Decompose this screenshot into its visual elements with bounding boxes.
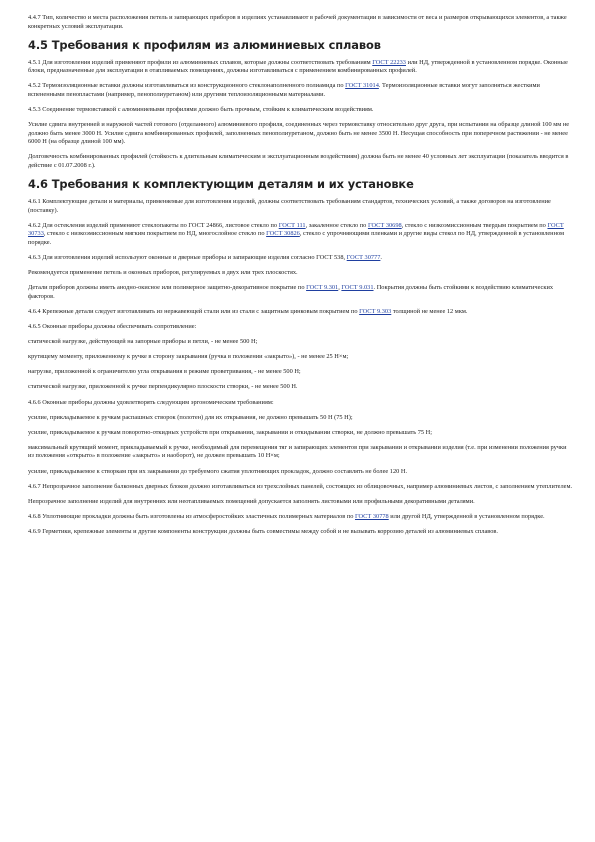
text-run: . Термоизоляционные вставки могут заполняться жесткими вспененными пенопластами (например, пенополиуретаном) или другими теплоизоляционными материалами. [28, 82, 540, 98]
gost-reference-link[interactable]: ГОСТ 31014 [345, 82, 379, 90]
text-run: или другой НД, утвержденной в установленном порядке. [388, 512, 545, 520]
gost-reference-link[interactable]: ГОСТ 30778 [354, 512, 389, 520]
text-run: Непрозрачное заполнение изделий для внутренних или неотапливаемых помещений допускается заполнять листовыми или профильными декоративными деталями. [28, 497, 475, 505]
paragraph [28, 498, 573, 507]
text-run: , стекло с низкоэмиссионным мягким покрытием по НД, многослойное стекло по [43, 230, 267, 238]
text-run: усилие, прикладываемое к ручкам поворотно-откидных устройств при открывании, закрывании и откидывании створки, не должно превышать 75 Н; [28, 428, 432, 436]
paragraph [28, 368, 573, 377]
paragraph [28, 483, 573, 492]
paragraph [28, 106, 573, 115]
text-run: 4.5.1 Для изготовления изделий применяют профили из алюминиевых сплавов, которые должны соответствовать требованиям [28, 58, 373, 66]
text-run: , стекло с упрочняющими пленками и другие виды стекол по НД, утвержденной в установленном порядке. [28, 230, 565, 246]
paragraph [28, 153, 573, 170]
paragraph [28, 323, 573, 332]
text-run: , закаленное стекло по [305, 221, 368, 229]
text-run: Детали приборов должны иметь анодно-окисное или полимерное защитно-декоративное покрытие по [28, 284, 307, 292]
paragraph [28, 198, 573, 215]
paragraph [28, 414, 573, 423]
paragraph [28, 254, 573, 263]
text-run: усилие, прикладываемое к ручкам распашных створок (полотен) для их открывания, не должно превышать 50 Н (75 Н); [28, 413, 353, 421]
text-run: 4.5.3 Соединение термовставкой с алюминиевыми профилями должно быть прочным, стойким к климатическим воздействиям. [28, 106, 374, 114]
text-run: 4.6.4 Крепежные детали следует изготавливать из нержавеющей стали или из стали с защитным цинковым покрытием по [28, 307, 360, 315]
paragraph [28, 121, 573, 147]
text-run: 4.4.7 Тип, количество и места расположения петель и запирающих приборов в изделиях устанавливают в рабочей документации в зависимости от веса и размеров открывающихся элементов, а также конкретных условий эксплуатации. [28, 14, 567, 30]
paragraph [28, 59, 573, 76]
gost-reference-link[interactable]: ГОСТ 30826 [266, 230, 300, 238]
text-run: . Покрытия должны быть стойкими к воздействию климатических факторов. [28, 284, 554, 300]
paragraph [28, 269, 573, 278]
paragraph [28, 284, 573, 301]
paragraph [28, 308, 573, 317]
section-heading [28, 177, 573, 191]
text-run: Долговечность комбинированных профилей (стойкость к длительным климатическим и эксплуатационным воздействиям) должна быть не менее 40 условных лет эксплуатации (показатель вводится в действие с 01.07.2008 г.). [28, 153, 569, 170]
text-run: 4.6.6 Оконные приборы должны удовлетворять следующим эргономическим требованиям: [28, 398, 274, 406]
text-run: 4.6.1 Комплектующие детали и материалы, применяемые для изготовления изделий, должны соответствовать требованиям стандартов, технических условий, а также договоров на изготовление (поставку). [28, 198, 551, 214]
text-run: 4.6.7 Непрозрачное заполнение балконных дверных блоков должно изготавливаться из трехслойных панелей, состоящих из облицовочных, например алюминиевых листов, с заполнением утеплителем. [28, 482, 573, 490]
text-run: максимальный крутящий момент, прикладываемый к ручке, необходимый для перемещения тяг и запирающих элементов при закрывании и открывании изделия (т.е. при изменении положения ручки из положения «открыто» в положение «закрыто» и наоборот), не должен превышать 10 Н×м; [28, 443, 567, 460]
text-run: . [380, 254, 382, 262]
section-heading [28, 38, 573, 52]
text-run: толщиной не менее 12 мкм. [391, 307, 468, 315]
text-run: нагрузке, приложенной к ограничителю угла открывания в режиме проветривания, - не менее 500 Н; [28, 368, 301, 376]
text-run: статической нагрузке, действующей на запорные приборы и петли, - не менее 500 Н; [28, 338, 258, 346]
text-run: 4.6.2 Для остекления изделий применяют стеклопакеты по ГОСТ 24866, листовое стекло по [28, 221, 279, 229]
gost-reference-link[interactable]: ГОСТ 111 [278, 221, 306, 229]
gost-reference-link[interactable]: ГОСТ 30698 [367, 221, 402, 229]
paragraph [28, 338, 573, 347]
document-page [28, 14, 573, 543]
paragraph [28, 528, 573, 537]
paragraph [28, 222, 573, 248]
text-run: или НД, утвержденной в установленном порядке. Оконные блоки, предназначенные для эксплуатации в отапливаемых помещениях, должны изготавливаться с применением комбинированных профилей. [28, 58, 568, 75]
text-run: 4.6.5 Оконные приборы должны обеспечивать сопротивление: [28, 323, 197, 331]
paragraph [28, 14, 573, 31]
paragraph [28, 468, 573, 477]
text-run: 4.6.8 Уплотняющие прокладки должны быть изготовлены из атмосферостойких эластичных полимерных материалов по [28, 512, 355, 520]
text-run: статической нагрузке, приложенной к ручке перпендикулярно плоскости створки, - не менее 500 Н. [28, 383, 298, 391]
paragraph [28, 383, 573, 392]
text-run: Рекомендуется применение петель и оконных приборов, регулируемых в двух или трех плоскостях. [28, 269, 298, 277]
paragraph [28, 429, 573, 438]
paragraph [28, 513, 573, 522]
paragraph [28, 399, 573, 408]
gost-reference-link[interactable]: ГОСТ 9.301 [306, 284, 339, 292]
text-run: 4.5 Требования к профилям из алюминиевых сплавов [28, 37, 381, 52]
gost-reference-link[interactable]: ГОСТ 30733 [28, 221, 564, 238]
text-run: крутящему моменту, приложенному к ручке в сторону закрывания (ручка в положении «закрыто»), - не менее 25 Н×м; [28, 353, 349, 361]
gost-reference-link[interactable]: ГОСТ 22233 [372, 58, 406, 66]
paragraph [28, 82, 573, 99]
paragraph [28, 444, 573, 461]
gost-reference-link[interactable]: ГОСТ 9.031 [341, 284, 374, 292]
text-run: 4.5.2 Термоизоляционные вставки должны изготавливаться из конструкционного стеклонаполненного полиамида по [28, 82, 346, 90]
text-run: 4.6.9 Герметики, крепежные элементы и другие компоненты конструкции должны быть совместимы между собой и не вызывать коррозию деталей из алюминиевых сплавов. [28, 527, 498, 535]
text-run: , [338, 284, 342, 292]
gost-reference-link[interactable]: ГОСТ 30777 [346, 254, 381, 262]
text-run: усилие, прикладываемое к створкам при их закрывании до требуемого сжатия уплотняющих прокладок, должно составлять не более 120 Н. [28, 467, 408, 475]
text-run: , стекло с низкоэмиссионным твердым покрытием по [401, 221, 548, 229]
text-run: 4.6.3 Для изготовления изделий используют оконные и дверные приборы и запирающие изделия согласно ГОСТ 538, [28, 254, 347, 262]
text-run: Усилие сдвига внутренней и наружной частей готового (отделанного) алюминиевого профиля, соединенных через термовставку относительно друг друга, при испытании на образце длиной 100 мм не должно быть менее 3000 Н. Усилие сдвига комбинированных профилей, заполненных пенополиуретаном, должно быть не менее 3500 Н. Несущая способность при поперечном растяжении - не менее 6000 Н (на образце длиной 100 мм). [28, 121, 570, 146]
text-run: 4.6 Требования к комплектующим деталям и их установке [28, 177, 414, 192]
paragraph [28, 353, 573, 362]
gost-reference-link[interactable]: ГОСТ 9.303 [359, 307, 392, 315]
